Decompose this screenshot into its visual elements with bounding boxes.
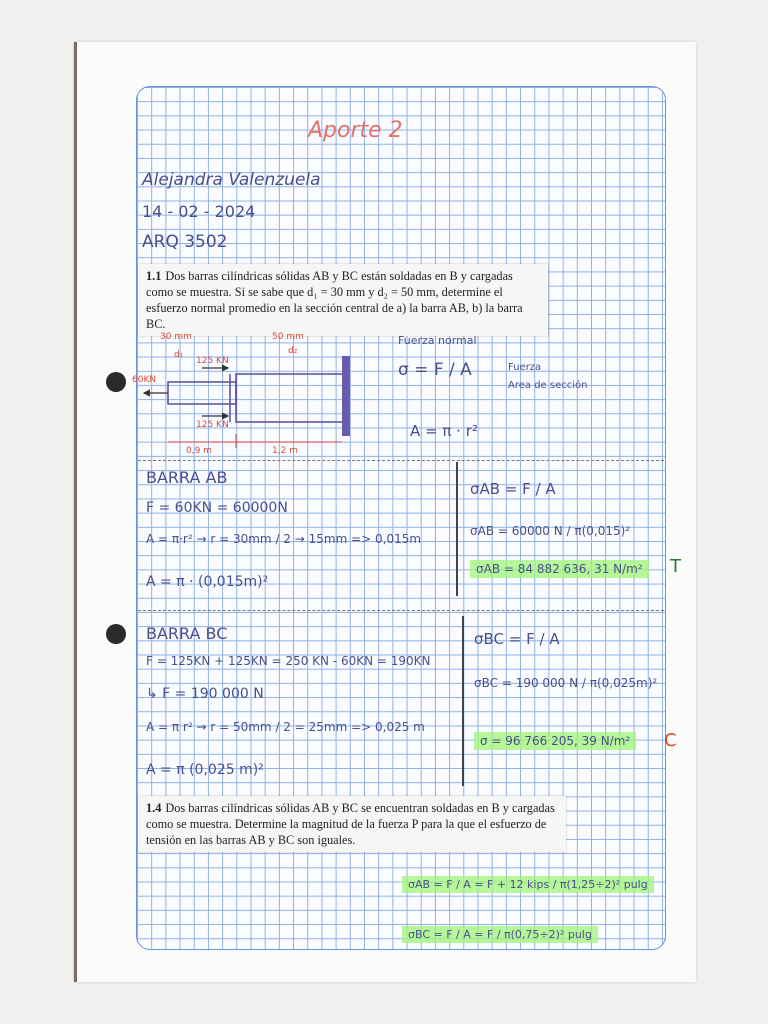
- load-left: 60KN: [132, 375, 157, 385]
- area-note: Area de sección: [508, 380, 588, 391]
- d2-name: d₂: [288, 346, 298, 356]
- barra-ab-area: A = π·r² → r = 30mm / 2 → 15mm => 0,015m: [146, 532, 422, 546]
- bar-diagram: [132, 330, 362, 460]
- barra-bc-area: A = π r² → r = 50mm / 2 = 25mm => 0,025 m: [146, 720, 425, 734]
- section-divider: [138, 460, 664, 461]
- bottom-line-1: σAB = F / A = F + 12 kips / π(1,25÷2)² pulg: [402, 876, 654, 893]
- barra-ab-heading: BARRA AB: [146, 468, 228, 487]
- section-divider: [138, 610, 664, 611]
- barra-ab-force: F = 60KN = 60000N: [146, 500, 288, 516]
- ab-bracket: [456, 462, 458, 596]
- sigma-ab-result: σAB = 84 882 636, 31 N/m²: [470, 560, 649, 578]
- barra-bc-force: F = 125KN + 125KN = 250 KN - 60KN = 190KN: [146, 654, 431, 668]
- length-ab: 0,9 m: [186, 446, 212, 456]
- sigma-equation: σ = F / A: [398, 360, 472, 380]
- length-bc: 1,2 m: [272, 446, 298, 456]
- barra-ab-area2: A = π · (0,015m)²: [146, 574, 269, 590]
- problem-text: Dos barras cilíndricas sólidas AB y BC están soldadas en B y cargadas como se muestra. Si se sabe que d₁ = 30 mm y d₂ = 50 mm, determine el esfuerzo normal promedio en la sección central de a) la barra AB, b) la barra BC.: [146, 269, 523, 331]
- d1-label: 30 mm: [160, 332, 192, 342]
- bar-bc: [236, 374, 344, 422]
- barra-bc-heading: BARRA BC: [146, 624, 228, 643]
- sigma-bc-result: σ = 96 766 205, 39 N/m²: [474, 732, 636, 750]
- problem-number: 1.1: [146, 269, 162, 283]
- normal-force-note: Fuerza normal: [398, 334, 477, 347]
- student-name: Alejandra Valenzuela: [142, 170, 321, 190]
- bar-ab: [168, 382, 236, 404]
- problem-number: 1.4: [146, 801, 162, 815]
- barra-bc-area2: A = π (0,025 m)²: [146, 762, 264, 778]
- binder-hole: [106, 372, 126, 392]
- tension-tag: T: [670, 556, 681, 577]
- wall-support: [342, 356, 350, 436]
- load-bottom: 125 KN: [196, 420, 229, 430]
- sigma-bc-eq2: σBC = 190 000 N / π(0,025m)²: [474, 676, 658, 690]
- load-top: 125 KN: [196, 356, 229, 366]
- d2-label: 50 mm: [272, 332, 304, 342]
- barra-bc-force2: ↳ F = 190 000 N: [146, 686, 264, 702]
- problem-1-4: [138, 796, 566, 852]
- sigma-ab-eq2: σAB = 60000 N / π(0,015)²: [470, 524, 631, 538]
- bottom-line-2: σBC = F / A = F / π(0,75÷2)² pulg: [402, 926, 598, 943]
- problem-1-1: [138, 264, 548, 336]
- force-note: Fuerza: [508, 362, 542, 373]
- binder-hole: [106, 624, 126, 644]
- d1-name: d₁: [174, 350, 184, 360]
- course-code: ARQ 3502: [142, 232, 228, 252]
- compression-tag: C: [664, 730, 677, 751]
- sigma-bc-eq1: σBC = F / A: [474, 630, 560, 648]
- bc-bracket: [462, 616, 464, 786]
- problem-text: Dos barras cilíndricas sólidas AB y BC se encuentran soldadas en B y cargadas como se muestra. Determine la magnitud de la fuerza P para la que el esfuerzo de tensión en las barras AB y BC son iguales.: [146, 801, 555, 847]
- page-title: Aporte 2: [308, 118, 403, 143]
- page-margin-line: [74, 42, 77, 982]
- date: 14 - 02 - 2024: [142, 202, 256, 221]
- sigma-ab-eq1: σAB = F / A: [470, 480, 556, 498]
- area-equation: A = π · r²: [410, 422, 478, 440]
